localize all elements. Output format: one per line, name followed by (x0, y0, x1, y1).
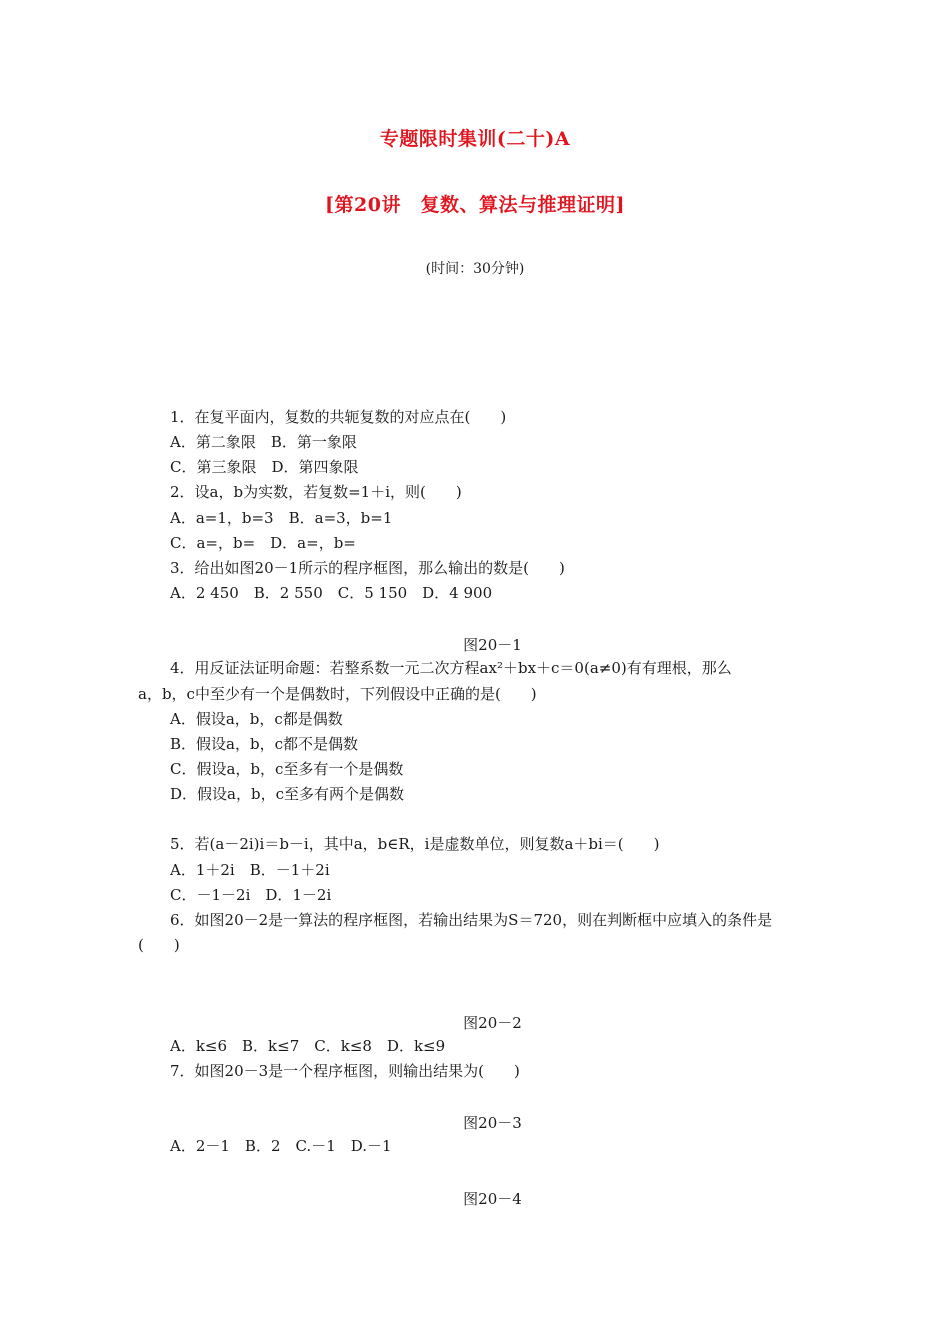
question-3-stem: 3．给出如图20－1所示的程序框图，那么输出的数是( ) (170, 559, 565, 577)
question-5-options-2: C．－1－2i D．1－2i (170, 886, 332, 904)
figure-caption-20-1: 图20－1 (463, 636, 522, 654)
question-1-options-1: A．第二象限 B．第一象限 (170, 433, 357, 451)
question-7-options: A．2－1 B．2 C.－1 D.－1 (170, 1137, 392, 1155)
page-title: 专题限时集训(二十)A (379, 128, 571, 150)
question-2-stem: 2．设a，b为实数，若复数=1＋i，则( ) (170, 483, 462, 501)
question-1-options-2: C．第三象限 D．第四象限 (170, 458, 359, 476)
question-6-stem-line-2: ( ) (138, 936, 180, 954)
question-4-option-d: D．假设a，b，c至多有两个是偶数 (170, 785, 404, 803)
question-6-stem-line-1: 6．如图20－2是一算法的程序框图，若输出结果为S＝720，则在判断框中应填入的条件是 (170, 911, 773, 929)
question-4-stem-line-2: a，b，c中至少有一个是偶数时，下列假设中正确的是( ) (138, 685, 537, 703)
question-4-stem-line-1: 4．用反证法证明命题：若整系数一元二次方程ax²＋bx＋c＝0(a≠0)有有理根，那么 (170, 659, 732, 677)
question-2-options-2: C．a=，b= D．a=，b= (170, 534, 356, 552)
figure-caption-20-3: 图20－3 (463, 1114, 522, 1132)
question-5-options-1: A．1＋2i B．－1＋2i (170, 861, 330, 879)
question-4-option-c: C．假设a，b，c至多有一个是偶数 (170, 760, 404, 778)
question-2-options-1: A．a=1，b=3 B．a=3，b=1 (170, 509, 393, 527)
question-4-option-b: B．假设a，b，c都不是偶数 (170, 735, 358, 753)
figure-caption-20-4: 图20－4 (463, 1190, 522, 1208)
lecture-subtitle: [第20讲 复数、算法与推理证明] (325, 194, 625, 216)
time-note: (时间：30分钟) (425, 261, 525, 277)
question-5-stem: 5．若(a－2i)i＝b－i，其中a，b∈R，i是虚数单位，则复数a＋bi＝( ) (170, 835, 660, 853)
question-3-options: A．2 450 B．2 550 C．5 150 D．4 900 (170, 584, 493, 602)
question-4-option-a: A．假设a，b，c都是偶数 (170, 710, 343, 728)
figure-caption-20-2: 图20－2 (463, 1014, 522, 1032)
question-6-options: A．k≤6 B．k≤7 C．k≤8 D．k≤9 (170, 1037, 446, 1055)
question-7-stem: 7．如图20－3是一个程序框图，则输出结果为( ) (170, 1062, 520, 1080)
question-1-stem: 1．在复平面内，复数的共轭复数的对应点在( ) (170, 408, 507, 426)
